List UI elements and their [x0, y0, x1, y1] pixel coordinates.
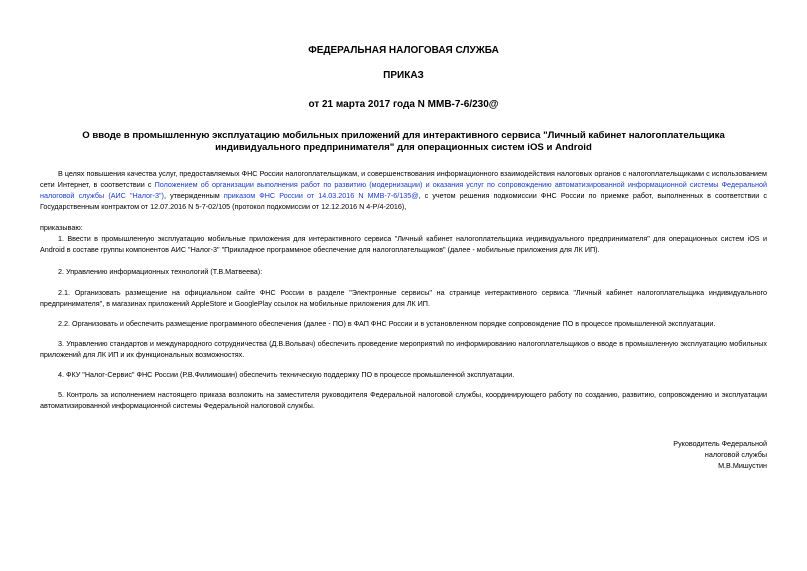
signature-line-2: налоговой службы	[704, 450, 767, 459]
signature-block	[673, 438, 767, 471]
item-2-2-text: 2.2. Организовать и обеспечить размещение программного обеспечения (далее - ПО) в ФАП ФНС России и в установленном порядке сопровождение ПО в процессе промышленной эксплуатации.	[58, 319, 716, 328]
doc-type-heading: ПРИКАЗ	[383, 70, 424, 81]
item-1-paragraph	[40, 233, 767, 255]
item-5-paragraph	[40, 389, 767, 411]
item-3-paragraph	[40, 338, 767, 360]
intro-paragraph	[40, 168, 767, 212]
regulation-link[interactable]: Положением об организации выполнения работ по развитию (модернизации) и оказания услуг по сопровождению автоматизированной информационной системы Федеральной налоговой службы (АИС "Налог-3")	[40, 180, 767, 200]
item-2-paragraph	[40, 266, 767, 277]
item-2-1-paragraph	[40, 287, 767, 309]
organization-heading: ФЕДЕРАЛЬНАЯ НАЛОГОВАЯ СЛУЖБА	[308, 45, 499, 56]
item-1-text: 1. Ввести в промышленную эксплуатацию мобильные приложения для интерактивного сервиса "Личный кабинет налогоплательщика индивидуального предпринимателя" для операционных систем iOS и Android в составе группы компонентов АИС "Налог-3" "Прикладное программное обеспечение для налогоплательщиков" (далее - мобильные приложения для ЛК ИП).	[40, 234, 767, 254]
ordered-paragraph	[40, 222, 767, 233]
date-number-heading: от 21 марта 2017 года N ММВ-7-6/230@	[308, 99, 499, 110]
document-title: О вводе в промышленную эксплуатацию мобильных приложений для интерактивного сервиса "Личный кабинет налогоплательщика индивидуального предпринимателя" для операционных систем iOS и Android	[82, 130, 725, 153]
intro-text-3: , с учетом решения подкомиссии ФНС России по приемке работ, выполненных в соответствии с Государственным контрактом от 12.07.2016 N 5-7-02/105 (протокол подкомиссии от 12.12.2016 N 4-Р/4-2016),	[40, 191, 767, 211]
order-link[interactable]: приказом ФНС России от 14.03.2016 N ММВ-7-6/135@	[223, 191, 419, 200]
signature-line-1: Руководитель Федеральной	[673, 439, 767, 448]
item-2-2-paragraph	[40, 318, 767, 329]
item-2-1-text: 2.1. Организовать размещение на официальном сайте ФНС России в разделе "Электронные сервисы" на странице интерактивного сервиса "Личный кабинет налогоплательщика индивидуального предпринимателя", в магазинах приложений AppleStore и GooglePlay ссылок на мобильные приложения для ЛК ИП.	[40, 288, 767, 308]
item-2-text: 2. Управлению информационных технологий (Т.В.Матвеева):	[58, 267, 263, 276]
intro-text-2: , утвержденным	[163, 191, 224, 200]
item-4-text: 4. ФКУ "Налог-Сервис" ФНС России (Р.В.Филимошин) обеспечить техническую поддержку ПО в процессе промышленной эксплуатации.	[58, 370, 515, 379]
ordered-text: приказываю:	[40, 223, 83, 232]
signature-line-3: М.В.Мишустин	[718, 461, 767, 470]
item-3-text: 3. Управлению стандартов и международного сотрудничества (Д.В.Вольвач) обеспечить проведение мероприятий по информированию налогоплательщиков о вводе в промышленную эксплуатацию мобильных приложений для ЛК ИП и их функциональных возможностях.	[40, 339, 767, 359]
intro-text-1: В целях повышения качества услуг, предоставляемых ФНС России налогоплательщикам, и совершенствования информационного взаимодействия налоговых органов с налогоплательщиками с использованием сети Интернет, в соответствии с	[40, 169, 767, 189]
item-4-paragraph	[40, 369, 767, 380]
item-5-text: 5. Контроль за исполнением настоящего приказа возложить на заместителя руководителя Федеральной налоговой службы, координирующего работу по созданию, развитию, сопровождению и эксплуатации автоматизированной информационной системы Федеральной налоговой службы.	[40, 390, 767, 410]
